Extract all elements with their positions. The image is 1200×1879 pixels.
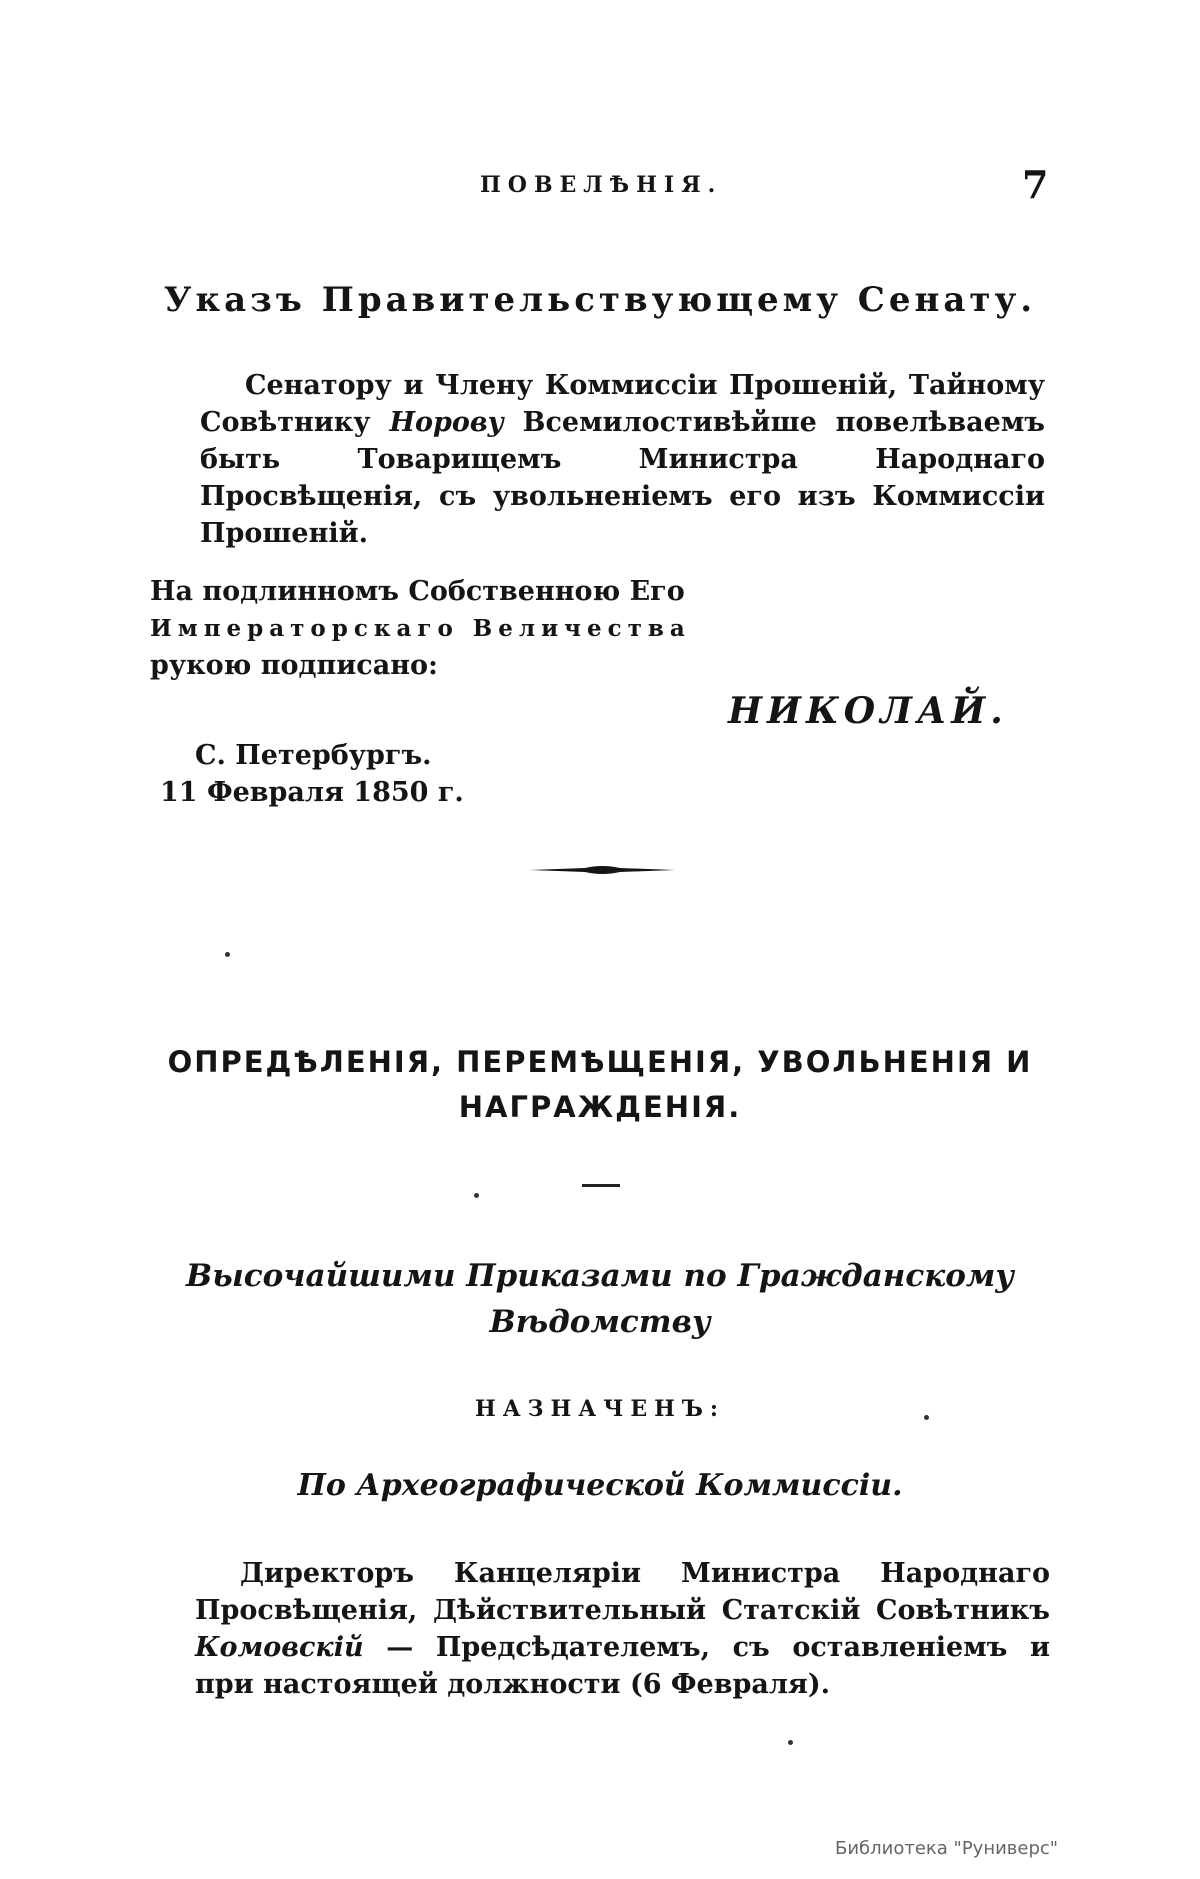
- page-number: 7: [1022, 162, 1049, 207]
- decree-text-part2: Всемилостивѣйше повелѣваемъ быть Товарищемъ Министра Народнаго Просвѣщенія, съ увольненіемъ его изъ Коммиссіи Прошеній.: [200, 407, 1045, 549]
- short-rule: [582, 1184, 620, 1187]
- decree-name: Норову: [389, 407, 504, 438]
- subsection-title-line-1: Высочайшими Приказами по Гражданскому: [186, 1258, 1014, 1294]
- appointment-text-part2: — Предсѣдателемъ, съ оставленіемъ и при настоящей должности (6 Февраля).: [195, 1632, 1050, 1700]
- divider-ornament: [530, 862, 675, 878]
- signature-block: [150, 573, 710, 684]
- subsection-title: [150, 1253, 1050, 1345]
- section-title-line-1: ОПРЕДѢЛЕНІЯ, ПЕРЕМѢЩЕНІЯ, УВОЛЬНЕНІЯ И: [167, 1045, 1033, 1079]
- print-speck: [225, 952, 230, 957]
- decree-text-part1: Сенатору и Члену Коммиссіи Прошеній, Тайному Совѣтнику: [200, 370, 1045, 438]
- library-watermark: Библиотека "Руниверс": [835, 1838, 1059, 1859]
- signature-line-3: рукою подписано:: [150, 650, 438, 681]
- signature-line-1: На подлинномъ Собственною Его: [150, 576, 685, 607]
- appointment-paragraph: [195, 1555, 1050, 1703]
- section-title-line-2: НАГРАЖДЕНІЯ.: [458, 1090, 742, 1124]
- place-line: С. Петербургъ.: [195, 740, 432, 771]
- print-speck: [474, 1193, 479, 1198]
- appointment-name: Комовскій: [195, 1632, 364, 1663]
- decree-paragraph: [200, 367, 1045, 552]
- running-head: ПОВЕЛѢНІЯ.: [480, 172, 723, 198]
- subsection-title-line-2: Вѣдомству: [489, 1304, 711, 1340]
- decree-title: Указъ Правительствующему Сенату.: [163, 280, 1037, 320]
- appointed-heading: НАЗНАЧЕНЪ:: [474, 1396, 726, 1422]
- date-line: 11 Февраля 1850 г.: [160, 777, 464, 808]
- signature-line-2: Императорскаго Величества: [150, 615, 691, 642]
- place-date-block: [160, 737, 640, 811]
- print-speck: [788, 1740, 793, 1745]
- commission-heading: По Археографической Коммиссіи.: [297, 1468, 903, 1503]
- section-title: [150, 1040, 1050, 1130]
- appointment-text-part1: Директоръ Канцеляріи Министра Народнаго Просвѣщенія, Дѣйствительный Статскій Совѣтникъ: [195, 1558, 1050, 1626]
- imperial-signature: НИКОЛАЙ.: [728, 690, 1008, 732]
